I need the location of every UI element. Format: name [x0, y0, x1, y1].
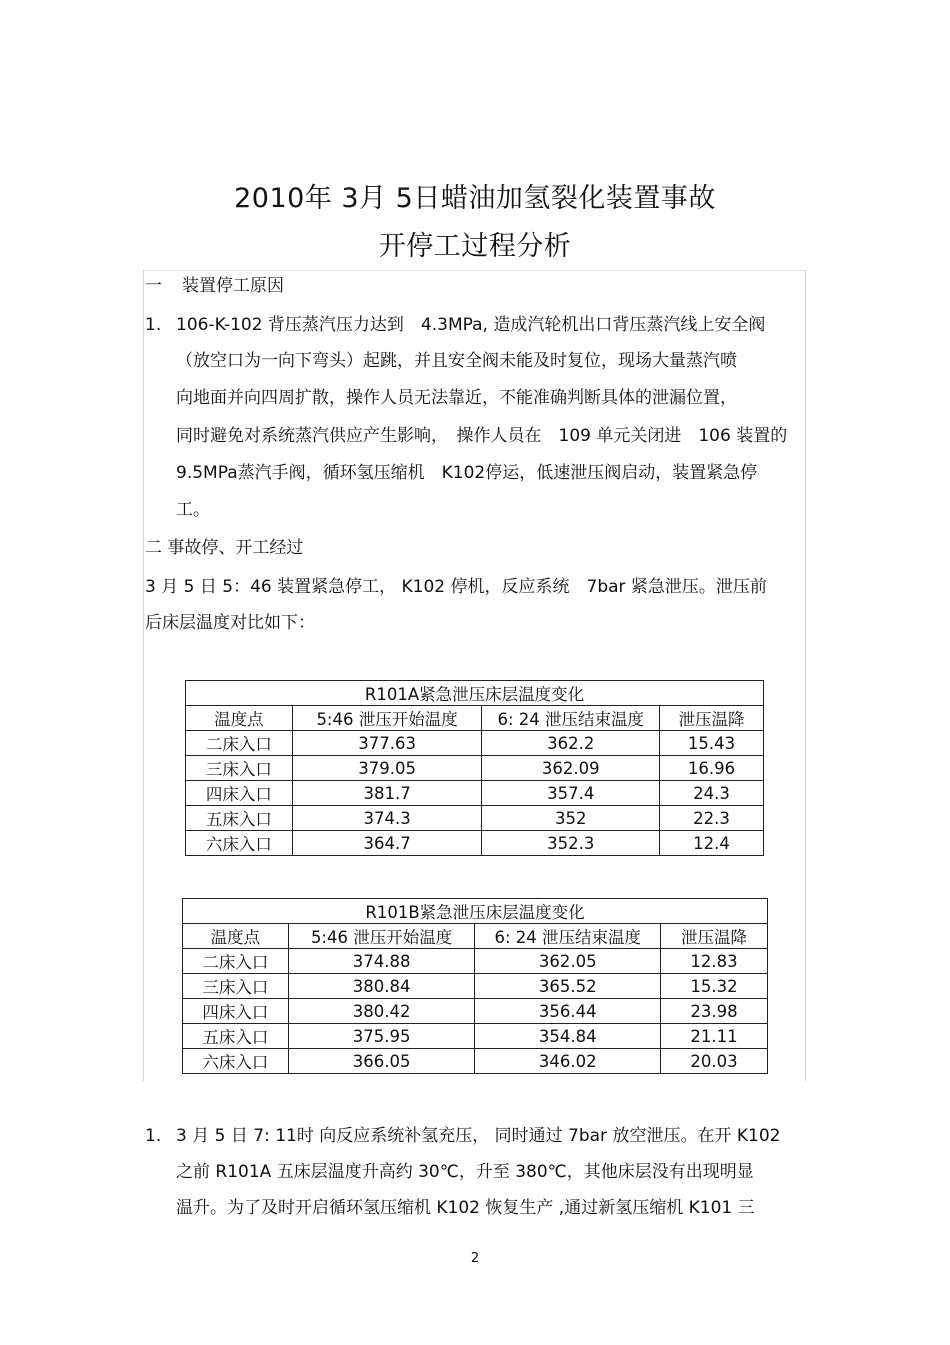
section-3-line-3: 温升。为了及时开启循环氢压缩机 K102 恢复生产 ,通过新氢压缩机 K101 三 [176, 1198, 755, 1218]
section-3-item-number: 1. [145, 1126, 162, 1146]
table-row [183, 1024, 768, 1049]
document-title-line-2: 开停工过程分析 [378, 231, 572, 262]
table-cell: 356.44 [475, 999, 661, 1024]
table-cell: 379.05 [292, 756, 482, 781]
section-2-line-1: 3 月 5 日 5：46 装置紧急停工， K102 停机，反应系统 7bar 紧急泄压。泄压前 [145, 577, 767, 597]
table-cell: 357.4 [482, 781, 660, 806]
table-row [183, 999, 768, 1024]
table-cell: 346.02 [475, 1049, 661, 1074]
table-cell: 四床入口 [183, 999, 289, 1024]
table-cell: 364.7 [292, 831, 482, 856]
column-header: 温度点 [183, 924, 289, 949]
column-header: 6: 24 泄压结束温度 [475, 924, 661, 949]
table-r101a [185, 680, 764, 856]
section-1-item-number: 1. [145, 315, 162, 335]
table-row [186, 831, 764, 856]
table-row [186, 781, 764, 806]
section-2-heading: 二 事故停、开工经过 [145, 538, 304, 558]
column-header: 6: 24 泄压结束温度 [482, 706, 660, 731]
table-cell: 377.63 [292, 731, 482, 756]
table-cell: 六床入口 [183, 1049, 289, 1074]
page-number: 2 [470, 1251, 480, 1266]
section-1-line-4: 同时避免对系统蒸汽供应产生影响， 操作人员在 109 单元关闭进 106 装置的 [176, 426, 788, 446]
table-row [183, 949, 768, 974]
table-cell: 20.03 [661, 1049, 768, 1074]
table-cell: 22.3 [660, 806, 764, 831]
table-cell: 三床入口 [183, 974, 289, 999]
section-1-line-2: （放空口为一向下弯头）起跳，并且安全阀未能及时复位，现场大量蒸汽喷 [176, 351, 737, 371]
column-header: 5:46 泄压开始温度 [288, 924, 475, 949]
table-cell: 12.4 [660, 831, 764, 856]
column-header: 泄压温降 [660, 706, 764, 731]
table-cell: 362.2 [482, 731, 660, 756]
table-cell: 15.32 [661, 974, 768, 999]
table-row [186, 731, 764, 756]
column-header: 5:46 泄压开始温度 [292, 706, 482, 731]
section-1-line-5: 9.5MPa蒸汽手阀，循环氢压缩机 K102停运，低速泄压阀启动，装置紧急停 [176, 463, 758, 483]
table-header-row [183, 924, 768, 949]
column-header: 泄压温降 [661, 924, 768, 949]
table-cell: 352 [482, 806, 660, 831]
table-cell: 12.83 [661, 949, 768, 974]
table-cell: 374.88 [288, 949, 475, 974]
table-cell: 23.98 [661, 999, 768, 1024]
table-row [183, 1049, 768, 1074]
section-1-number: 一 [145, 276, 162, 296]
table-cell: 380.42 [288, 999, 475, 1024]
table-cell: 二床入口 [183, 949, 289, 974]
table-cell: 三床入口 [186, 756, 293, 781]
table-cell: 四床入口 [186, 781, 293, 806]
section-3-line-1: 3 月 5 日 7: 11时 向反应系统补氢充压， 同时通过 7bar 放空泄压。在开 K102 [176, 1126, 781, 1146]
section-1-line-1: 106-K-102 背压蒸汽压力达到 4.3MPa, 造成汽轮机出口背压蒸汽线上安全阀 [176, 315, 766, 335]
table-r101b [182, 898, 768, 1074]
table-row [186, 756, 764, 781]
section-2-line-2: 后床层温度对比如下： [145, 613, 315, 633]
section-1-line-3: 向地面并向四周扩散，操作人员无法靠近，不能准确判断具体的泄漏位置， [176, 388, 737, 408]
table-cell: 21.11 [661, 1024, 768, 1049]
section-3-line-2: 之前 R101A 五床层温度升高约 30℃，升至 380℃，其他床层没有出现明显 [176, 1162, 754, 1182]
table-cell: 365.52 [475, 974, 661, 999]
section-1-heading: 装置停工原因 [182, 276, 284, 296]
table-cell: 六床入口 [186, 831, 293, 856]
table-cell: 362.05 [475, 949, 661, 974]
table-cell: 15.43 [660, 731, 764, 756]
table-caption: R101B紧急泄压床层温度变化 [183, 899, 768, 924]
table-cell: 五床入口 [183, 1024, 289, 1049]
column-header: 温度点 [186, 706, 293, 731]
table-row [183, 974, 768, 999]
table-cell: 374.3 [292, 806, 482, 831]
table-cell: 366.05 [288, 1049, 475, 1074]
table-cell: 381.7 [292, 781, 482, 806]
table-cell: 352.3 [482, 831, 660, 856]
section-1-line-6: 工。 [176, 500, 210, 520]
table-cell: 380.84 [288, 974, 475, 999]
table-header-row [186, 706, 764, 731]
document-title-line-1: 2010年 3月 5日蜡油加氢裂化装置事故 [234, 183, 716, 214]
table-cell: 五床入口 [186, 806, 293, 831]
table-cell: 375.95 [288, 1024, 475, 1049]
table-cell: 354.84 [475, 1024, 661, 1049]
table-cell: 362.09 [482, 756, 660, 781]
table-caption: R101A紧急泄压床层温度变化 [186, 681, 764, 706]
table-row [186, 806, 764, 831]
table-cell: 二床入口 [186, 731, 293, 756]
table-cell: 24.3 [660, 781, 764, 806]
table-cell: 16.96 [660, 756, 764, 781]
